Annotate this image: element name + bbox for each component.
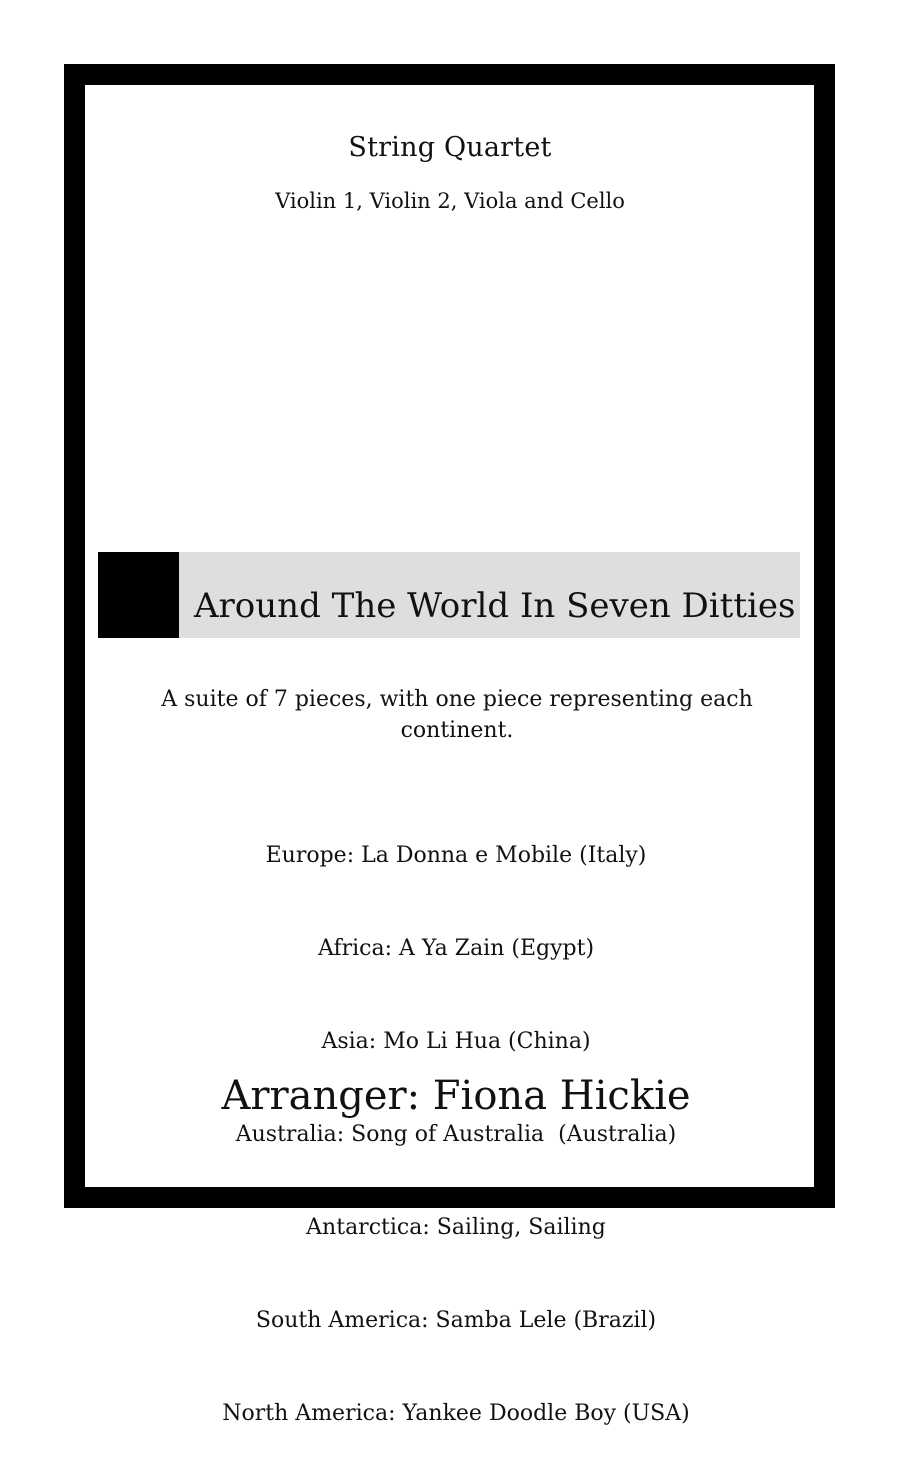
suite-description: A suite of 7 pieces, with one piece representing each continent. (161, 687, 753, 743)
piece-item-antarctica: Antarctica: Sailing, Sailing (306, 1215, 606, 1240)
piece-item-australia: Australia: Song of Australia (Australia) (235, 1122, 677, 1147)
piece-item-north-america: North America: Yankee Doodle Boy (USA) (222, 1401, 690, 1426)
piece-item-asia: Asia: Mo Li Hua (China) (321, 1029, 591, 1054)
ensemble-heading: String Quartet (348, 132, 552, 163)
title-accent-block (98, 552, 179, 638)
title-band (98, 552, 800, 638)
arranger-credit: Arranger: Fiona Hickie (221, 1073, 691, 1119)
piece-title: Around The World In Seven Ditties (194, 586, 796, 626)
instrumentation-line: Violin 1, Violin 2, Viola and Cello (275, 189, 625, 213)
piece-item-africa: Africa: A Ya Zain (Egypt) (317, 936, 595, 961)
piece-item-south-america: South America: Samba Lele (Brazil) (255, 1308, 657, 1333)
piece-item-europe: Europe: La Donna e Mobile (Italy) (265, 843, 647, 868)
